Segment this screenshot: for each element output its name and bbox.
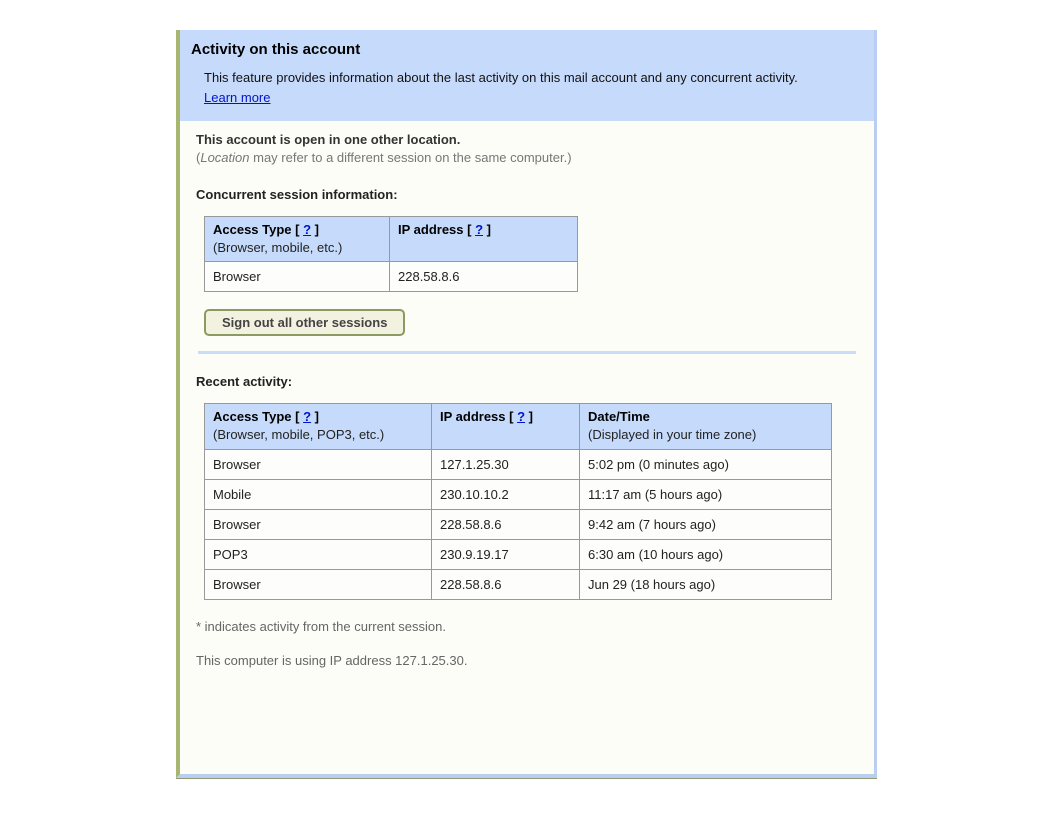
table-cell: 228.58.8.6 <box>432 509 580 539</box>
table-row <box>205 262 578 292</box>
table-row <box>205 449 832 479</box>
section-divider <box>198 351 856 354</box>
account-activity-panel <box>176 30 877 778</box>
sign-out-all-sessions-button[interactable]: Sign out all other sessions <box>204 309 405 336</box>
table-cell: 230.10.10.2 <box>432 479 580 509</box>
table-cell: Browser <box>205 509 432 539</box>
table-header-row <box>205 217 578 262</box>
table-cell: POP3 <box>205 539 432 569</box>
column-label: IP address <box>398 222 464 238</box>
column-label: Access Type <box>213 222 292 238</box>
page-title: Activity on this account <box>191 41 361 58</box>
table-cell: Browser <box>205 569 432 599</box>
column-header-date-time <box>580 404 832 449</box>
recent-activity-table <box>204 403 832 599</box>
help-icon[interactable]: ? <box>475 222 484 238</box>
table-cell: 5:02 pm (0 minutes ago) <box>580 449 832 479</box>
description-text: This feature provides information about the last activity on this mail account and any concurrent activity. <box>204 70 798 85</box>
column-header-ip-address: IP address [ ? ] <box>390 217 578 262</box>
table-cell: Jun 29 (18 hours ago) <box>580 569 832 599</box>
column-sublabel: (Browser, mobile, etc.) <box>213 239 343 255</box>
location-note <box>196 149 858 167</box>
column-sublabel: (Displayed in your time zone) <box>588 427 757 443</box>
note-open-paren: ( <box>196 150 201 166</box>
table-cell: 228.58.8.6 <box>432 569 580 599</box>
column-header-ip-address: IP address [ ? ] <box>432 404 580 449</box>
table-cell: 228.58.8.6 <box>390 262 578 292</box>
help-icon[interactable]: ? <box>303 409 312 425</box>
table-row <box>205 479 832 509</box>
panel-description <box>204 68 816 107</box>
table-cell: 230.9.19.17 <box>432 539 580 569</box>
table-cell: Mobile <box>205 479 432 509</box>
table-cell: 6:30 am (10 hours ago) <box>580 539 832 569</box>
table-row <box>205 509 832 539</box>
table-cell: Browser <box>205 262 390 292</box>
concurrent-session-heading: Concurrent session information: <box>196 187 398 203</box>
table-header-row <box>205 404 832 449</box>
note-rest: may refer to a different session on the same computer.) <box>249 150 572 166</box>
recent-table-body <box>205 449 832 599</box>
table-cell: 127.1.25.30 <box>432 449 580 479</box>
column-sublabel: (Browser, mobile, POP3, etc.) <box>213 427 385 443</box>
column-label: Access Type <box>213 409 292 425</box>
column-label: IP address <box>440 409 506 425</box>
current-session-footnote: * indicates activity from the current session. <box>196 618 446 634</box>
column-label: Date/Time <box>588 409 650 425</box>
column-header-access-type: Access Type [ ? ] (Browser, mobile, POP3, etc.) <box>205 404 432 449</box>
note-location-word: Location <box>200 150 250 166</box>
help-icon[interactable]: ? <box>303 222 312 238</box>
column-header-access-type: Access Type [ ? ] (Browser, mobile, etc.) <box>205 217 390 262</box>
computer-ip-note: This computer is using IP address 127.1.25.30. <box>196 652 468 668</box>
open-location-status: This account is open in one other location. <box>196 132 461 147</box>
table-row <box>205 569 832 599</box>
recent-activity-heading: Recent activity: <box>196 374 293 390</box>
panel-content <box>180 121 874 670</box>
panel-header <box>180 30 874 121</box>
table-cell: 9:42 am (7 hours ago) <box>580 509 832 539</box>
table-row <box>205 539 832 569</box>
concurrent-session-table <box>204 216 578 292</box>
table-cell: Browser <box>205 449 432 479</box>
learn-more-link[interactable]: Learn more <box>204 89 271 105</box>
concurrent-table-body <box>205 262 578 292</box>
help-icon[interactable]: ? <box>517 409 526 425</box>
table-cell: 11:17 am (5 hours ago) <box>580 479 832 509</box>
